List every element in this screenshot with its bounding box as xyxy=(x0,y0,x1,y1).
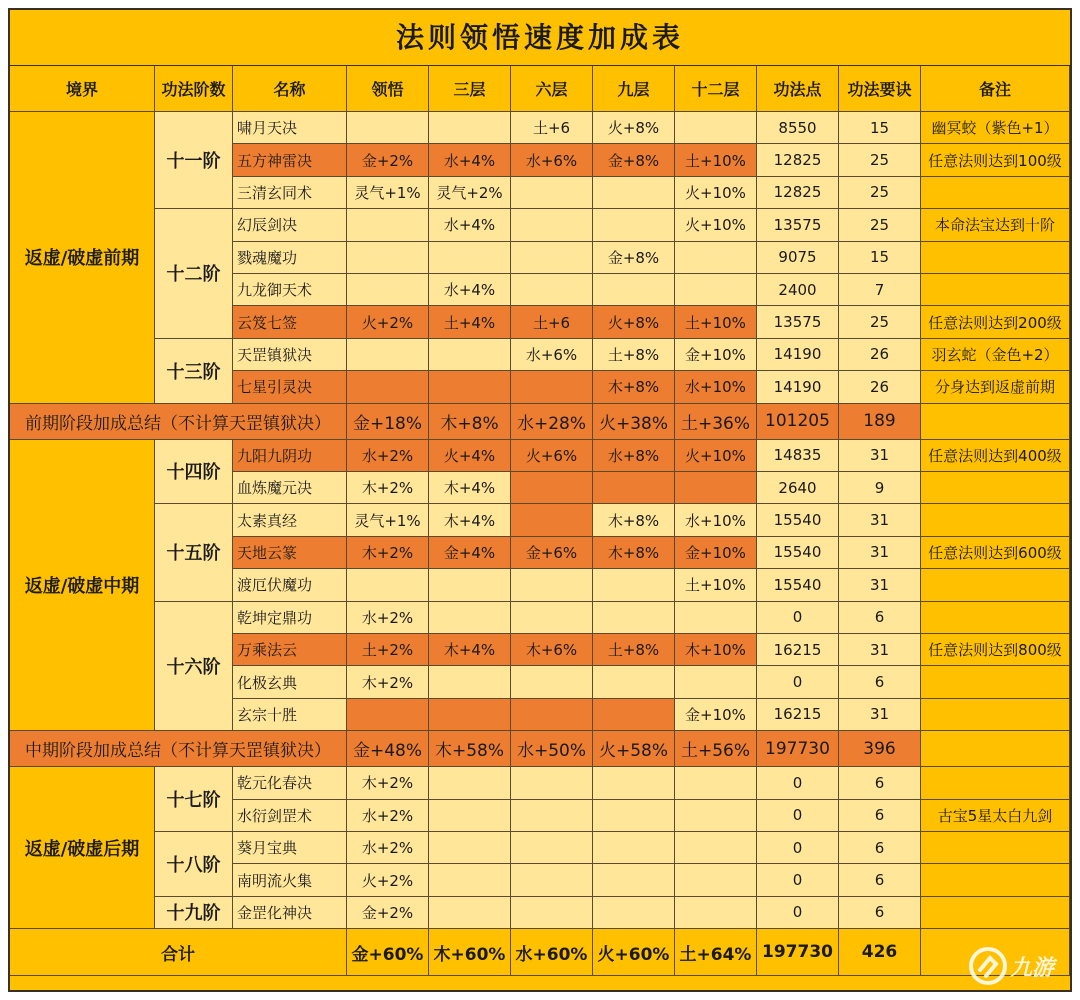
bonus-cell xyxy=(429,569,511,601)
note-cell xyxy=(921,569,1070,601)
bonus-cell: 金+10% xyxy=(675,699,757,731)
points-cell: 2400 xyxy=(757,274,839,306)
skill-name: 血炼魔元决 xyxy=(233,472,347,504)
bonus-cell xyxy=(593,767,675,799)
keys-cell: 6 xyxy=(839,666,921,698)
skill-name: 云笈七签 xyxy=(233,306,347,338)
header-points: 功法点 xyxy=(757,66,839,112)
bonus-cell xyxy=(675,897,757,929)
points-cell: 0 xyxy=(757,767,839,799)
tier-cell: 十四阶 xyxy=(155,440,233,505)
note-cell: 幽冥蛟（紫色+1） xyxy=(921,112,1070,144)
tier-cell: 十七阶 xyxy=(155,767,233,832)
bonus-cell: 金+10% xyxy=(675,537,757,569)
keys-cell: 15 xyxy=(839,112,921,144)
note-cell: 任意法则达到200级 xyxy=(921,306,1070,338)
points-cell: 0 xyxy=(757,800,839,832)
bonus-cell xyxy=(675,832,757,864)
note-cell: 分身达到返虚前期 xyxy=(921,371,1070,403)
bonus-cell xyxy=(593,800,675,832)
bonus-cell xyxy=(347,339,429,371)
points-cell: 14190 xyxy=(757,371,839,403)
bonus-cell xyxy=(429,666,511,698)
bonus-cell xyxy=(511,177,593,209)
points-cell: 0 xyxy=(757,602,839,634)
keys-cell: 25 xyxy=(839,306,921,338)
summary-bonus: 金+48% xyxy=(347,731,429,767)
skill-name: 九阳九阴功 xyxy=(233,440,347,472)
points-cell: 16215 xyxy=(757,634,839,666)
header-tier: 功法阶数 xyxy=(155,66,233,112)
skill-name: 渡厄伏魔功 xyxy=(233,569,347,601)
skill-name: 三清玄同术 xyxy=(233,177,347,209)
bonus-cell xyxy=(593,897,675,929)
note-cell: 任意法则达到800级 xyxy=(921,634,1070,666)
total-label: 合计 xyxy=(10,929,347,976)
bonus-cell: 金+10% xyxy=(675,339,757,371)
skill-name: 啸月天决 xyxy=(233,112,347,144)
keys-cell: 31 xyxy=(839,569,921,601)
skill-name: 化极玄典 xyxy=(233,666,347,698)
bonus-cell: 金+4% xyxy=(429,537,511,569)
bonus-cell xyxy=(511,504,593,536)
skill-name: 七星引灵决 xyxy=(233,371,347,403)
bonus-cell xyxy=(675,112,757,144)
note-cell xyxy=(921,832,1070,864)
tier-cell: 十二阶 xyxy=(155,209,233,339)
note-cell xyxy=(921,274,1070,306)
bonus-cell xyxy=(593,864,675,896)
bonus-cell: 水+6% xyxy=(511,339,593,371)
keys-cell: 25 xyxy=(839,144,921,176)
summary-points: 197730 xyxy=(757,731,839,767)
bonus-cell xyxy=(511,666,593,698)
bonus-cell xyxy=(347,371,429,403)
bonus-cell: 火+2% xyxy=(347,864,429,896)
total-bonus: 土+64% xyxy=(675,929,757,976)
skill-name: 幻辰剑决 xyxy=(233,209,347,241)
bonus-cell xyxy=(511,209,593,241)
bonus-cell: 土+10% xyxy=(675,306,757,338)
skill-name: 玄宗十胜 xyxy=(233,699,347,731)
bonus-cell xyxy=(511,242,593,274)
realm-cell: 返虚/破虚前期 xyxy=(10,112,155,404)
bonus-cell: 火+8% xyxy=(593,112,675,144)
bonus-cell: 土+4% xyxy=(429,306,511,338)
bonus-cell: 木+10% xyxy=(675,634,757,666)
bonus-table xyxy=(10,66,1070,990)
skill-name: 乾元化春决 xyxy=(233,767,347,799)
header-comprehend: 领悟 xyxy=(347,66,429,112)
bonus-cell: 火+8% xyxy=(593,306,675,338)
keys-cell: 31 xyxy=(839,504,921,536)
bonus-cell: 水+2% xyxy=(347,800,429,832)
bonus-cell xyxy=(429,800,511,832)
bonus-cell xyxy=(511,832,593,864)
bonus-cell xyxy=(675,767,757,799)
summary-bonus: 木+58% xyxy=(429,731,511,767)
bonus-cell xyxy=(675,800,757,832)
bonus-cell xyxy=(429,897,511,929)
skill-name: 南明流火集 xyxy=(233,864,347,896)
bonus-cell: 水+6% xyxy=(511,144,593,176)
bonus-cell xyxy=(511,602,593,634)
skill-name: 金罡化神决 xyxy=(233,897,347,929)
points-cell: 14190 xyxy=(757,339,839,371)
bonus-cell: 木+8% xyxy=(593,371,675,403)
bonus-cell xyxy=(675,472,757,504)
bonus-cell: 火+10% xyxy=(675,440,757,472)
note-cell xyxy=(921,504,1070,536)
bonus-cell xyxy=(511,472,593,504)
bonus-cell: 木+2% xyxy=(347,472,429,504)
keys-cell: 31 xyxy=(839,699,921,731)
bonus-cell: 土+8% xyxy=(593,634,675,666)
note-cell xyxy=(921,242,1070,274)
note-cell xyxy=(921,472,1070,504)
summary-note xyxy=(921,404,1070,440)
header-name: 名称 xyxy=(233,66,347,112)
skill-name: 天罡镇狱决 xyxy=(233,339,347,371)
summary-label: 前期阶段加成总结（不计算天罡镇狱决） xyxy=(10,404,347,440)
bonus-cell xyxy=(347,242,429,274)
bonus-cell: 土+10% xyxy=(675,569,757,601)
bonus-cell: 水+2% xyxy=(347,832,429,864)
bonus-cell: 火+10% xyxy=(675,177,757,209)
skill-name: 乾坤定鼎功 xyxy=(233,602,347,634)
note-cell: 古宝5星太白九剑 xyxy=(921,800,1070,832)
bonus-cell: 水+2% xyxy=(347,440,429,472)
summary-bonus: 金+18% xyxy=(347,404,429,440)
bonus-cell xyxy=(511,897,593,929)
bonus-cell: 火+4% xyxy=(429,440,511,472)
bonus-cell xyxy=(429,112,511,144)
points-cell: 8550 xyxy=(757,112,839,144)
header-keys: 功法要诀 xyxy=(839,66,921,112)
note-cell xyxy=(921,666,1070,698)
tier-cell: 十九阶 xyxy=(155,897,233,929)
points-cell: 16215 xyxy=(757,699,839,731)
note-cell xyxy=(921,699,1070,731)
bonus-cell xyxy=(429,832,511,864)
skill-name: 葵月宝典 xyxy=(233,832,347,864)
keys-cell: 26 xyxy=(839,371,921,403)
points-cell: 13575 xyxy=(757,306,839,338)
header-layer6: 六层 xyxy=(511,66,593,112)
bonus-cell: 金+2% xyxy=(347,897,429,929)
bonus-cell: 木+4% xyxy=(429,634,511,666)
keys-cell: 25 xyxy=(839,177,921,209)
header-layer9: 九层 xyxy=(593,66,675,112)
note-cell: 任意法则达到600级 xyxy=(921,537,1070,569)
points-cell: 0 xyxy=(757,897,839,929)
bonus-cell xyxy=(347,112,429,144)
summary-bonus: 火+58% xyxy=(593,731,675,767)
bonus-cell xyxy=(593,602,675,634)
note-cell xyxy=(921,767,1070,799)
bonus-cell: 木+2% xyxy=(347,537,429,569)
note-cell xyxy=(921,602,1070,634)
bonus-cell xyxy=(511,699,593,731)
skill-name: 水衍剑罡术 xyxy=(233,800,347,832)
total-points: 197730 xyxy=(757,929,839,976)
bonus-cell xyxy=(593,832,675,864)
summary-note xyxy=(921,731,1070,767)
summary-keys: 396 xyxy=(839,731,921,767)
bonus-cell xyxy=(511,371,593,403)
bonus-cell xyxy=(347,699,429,731)
bonus-cell xyxy=(593,699,675,731)
bonus-cell xyxy=(511,864,593,896)
summary-bonus: 土+36% xyxy=(675,404,757,440)
table-sheet xyxy=(8,8,1072,992)
bonus-cell: 金+8% xyxy=(593,144,675,176)
bonus-cell xyxy=(429,602,511,634)
points-cell: 0 xyxy=(757,832,839,864)
keys-cell: 25 xyxy=(839,209,921,241)
points-cell: 0 xyxy=(757,864,839,896)
bonus-cell xyxy=(593,209,675,241)
bonus-cell xyxy=(347,274,429,306)
points-cell: 2640 xyxy=(757,472,839,504)
note-cell: 羽玄蛇（金色+2） xyxy=(921,339,1070,371)
bonus-cell xyxy=(429,339,511,371)
keys-cell: 6 xyxy=(839,767,921,799)
bonus-cell: 水+10% xyxy=(675,371,757,403)
skill-name: 天地云篆 xyxy=(233,537,347,569)
bonus-cell: 金+8% xyxy=(593,242,675,274)
bonus-cell xyxy=(675,864,757,896)
bonus-cell: 木+8% xyxy=(593,504,675,536)
bonus-cell: 木+2% xyxy=(347,666,429,698)
summary-keys: 189 xyxy=(839,404,921,440)
bonus-cell: 灵气+2% xyxy=(429,177,511,209)
bonus-cell: 水+10% xyxy=(675,504,757,536)
summary-bonus: 水+50% xyxy=(511,731,593,767)
keys-cell: 7 xyxy=(839,274,921,306)
bonus-cell xyxy=(511,274,593,306)
bonus-cell: 水+8% xyxy=(593,440,675,472)
note-cell: 任意法则达到100级 xyxy=(921,144,1070,176)
keys-cell: 15 xyxy=(839,242,921,274)
summary-bonus: 土+56% xyxy=(675,731,757,767)
bonus-cell xyxy=(511,569,593,601)
points-cell: 14835 xyxy=(757,440,839,472)
points-cell: 12825 xyxy=(757,177,839,209)
total-bonus: 木+60% xyxy=(429,929,511,976)
bonus-cell xyxy=(593,274,675,306)
points-cell: 15540 xyxy=(757,569,839,601)
watermark-text: 九游 xyxy=(1010,955,1055,981)
total-keys: 426 xyxy=(839,929,921,976)
realm-cell: 返虚/破虚中期 xyxy=(10,440,155,732)
bonus-cell: 水+4% xyxy=(429,274,511,306)
bonus-cell: 土+10% xyxy=(675,144,757,176)
skill-name: 五方神雷决 xyxy=(233,144,347,176)
bonus-cell: 土+6 xyxy=(511,306,593,338)
skill-name: 万乘法云 xyxy=(233,634,347,666)
bonus-cell: 木+6% xyxy=(511,634,593,666)
bonus-cell: 金+2% xyxy=(347,144,429,176)
summary-points: 101205 xyxy=(757,404,839,440)
bonus-cell: 火+2% xyxy=(347,306,429,338)
bonus-cell xyxy=(511,767,593,799)
keys-cell: 9 xyxy=(839,472,921,504)
note-cell: 任意法则达到400级 xyxy=(921,440,1070,472)
bonus-cell: 木+8% xyxy=(593,537,675,569)
bonus-cell xyxy=(429,371,511,403)
points-cell: 9075 xyxy=(757,242,839,274)
summary-bonus: 火+38% xyxy=(593,404,675,440)
bonus-cell xyxy=(429,699,511,731)
bonus-cell: 火+10% xyxy=(675,209,757,241)
keys-cell: 31 xyxy=(839,440,921,472)
note-cell xyxy=(921,864,1070,896)
points-cell: 0 xyxy=(757,666,839,698)
keys-cell: 31 xyxy=(839,537,921,569)
summary-bonus: 水+28% xyxy=(511,404,593,440)
total-bonus: 水+60% xyxy=(511,929,593,976)
bonus-cell xyxy=(429,242,511,274)
bonus-cell: 灵气+1% xyxy=(347,504,429,536)
header-layer12: 十二层 xyxy=(675,66,757,112)
skill-name: 九龙御天术 xyxy=(233,274,347,306)
total-note xyxy=(921,929,1070,976)
tier-cell: 十六阶 xyxy=(155,602,233,732)
tier-cell: 十五阶 xyxy=(155,504,233,601)
bonus-cell xyxy=(675,274,757,306)
skill-name: 戮魂魔功 xyxy=(233,242,347,274)
note-cell xyxy=(921,897,1070,929)
bonus-cell xyxy=(593,177,675,209)
keys-cell: 26 xyxy=(839,339,921,371)
note-cell: 本命法宝达到十阶 xyxy=(921,209,1070,241)
bonus-cell: 水+4% xyxy=(429,144,511,176)
keys-cell: 6 xyxy=(839,602,921,634)
bonus-cell xyxy=(675,242,757,274)
bonus-cell: 土+2% xyxy=(347,634,429,666)
bonus-cell xyxy=(593,666,675,698)
bonus-cell xyxy=(675,666,757,698)
bonus-cell xyxy=(593,569,675,601)
bonus-cell: 水+4% xyxy=(429,209,511,241)
bonus-cell: 土+8% xyxy=(593,339,675,371)
page-title: 法则领悟速度加成表 xyxy=(10,10,1070,66)
bonus-cell: 灵气+1% xyxy=(347,177,429,209)
total-bonus: 金+60% xyxy=(347,929,429,976)
tier-cell: 十三阶 xyxy=(155,339,233,404)
bonus-cell xyxy=(593,472,675,504)
header-layer3: 三层 xyxy=(429,66,511,112)
bonus-cell: 木+4% xyxy=(429,472,511,504)
bonus-cell: 木+4% xyxy=(429,504,511,536)
bonus-cell xyxy=(347,209,429,241)
summary-label: 中期阶段加成总结（不计算天罡镇狱决） xyxy=(10,731,347,767)
bonus-cell xyxy=(429,767,511,799)
bonus-cell: 水+2% xyxy=(347,602,429,634)
header-note: 备注 xyxy=(921,66,1070,112)
bonus-cell xyxy=(429,864,511,896)
tier-cell: 十一阶 xyxy=(155,112,233,209)
bonus-cell xyxy=(347,569,429,601)
keys-cell: 6 xyxy=(839,800,921,832)
bonus-cell xyxy=(511,800,593,832)
points-cell: 13575 xyxy=(757,209,839,241)
points-cell: 15540 xyxy=(757,537,839,569)
bonus-cell: 木+2% xyxy=(347,767,429,799)
keys-cell: 6 xyxy=(839,897,921,929)
skill-name: 太素真经 xyxy=(233,504,347,536)
realm-cell: 返虚/破虚后期 xyxy=(10,767,155,929)
summary-bonus: 木+8% xyxy=(429,404,511,440)
keys-cell: 31 xyxy=(839,634,921,666)
points-cell: 12825 xyxy=(757,144,839,176)
note-cell xyxy=(921,177,1070,209)
bonus-cell: 火+6% xyxy=(511,440,593,472)
bonus-cell xyxy=(675,602,757,634)
points-cell: 15540 xyxy=(757,504,839,536)
total-bonus: 火+60% xyxy=(593,929,675,976)
bonus-cell: 土+6 xyxy=(511,112,593,144)
keys-cell: 6 xyxy=(839,864,921,896)
tier-cell: 十八阶 xyxy=(155,832,233,897)
keys-cell: 6 xyxy=(839,832,921,864)
header-realm: 境界 xyxy=(10,66,155,112)
bonus-cell: 金+6% xyxy=(511,537,593,569)
